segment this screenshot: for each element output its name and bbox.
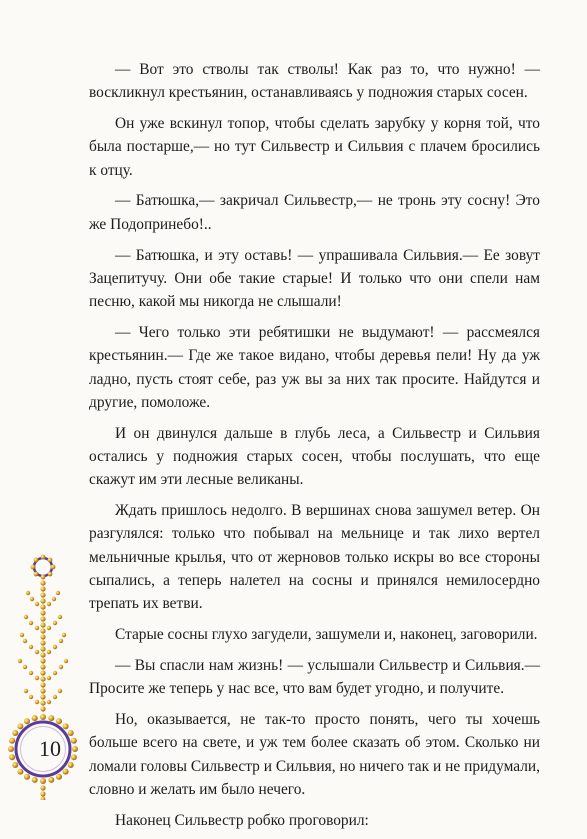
- bead-stem: [40, 580, 45, 711]
- paragraph: — Вот это стволы так стволы! Как раз то, что нужно! — воскликнул крестьянин, останавливаясь у подножия старых сосен.: [89, 61, 540, 102]
- top-bead-ring: [31, 555, 56, 580]
- paragraph: Наконец Сильвестр робко проговорил:: [115, 811, 369, 829]
- paragraph: Старые сосны глухо загудели, зашумели и, наконец, заговорили.: [115, 626, 538, 644]
- bottom-bead-tail: [40, 785, 45, 800]
- paragraph: Но, оказывается, не так-то просто понять, чего ты хочешь больше всего на свете, и уж тем более сказать об этом. Сколько ни ломали головы Сильвестр и Сильвия, но ничего так и не придумали, словно и желать им было нечего.: [89, 710, 540, 798]
- paragraph: Ждать пришлось недолго. В вершинах снова зашумел ветер. Он разгулялся: только что побывал на мельнице и так лихо вертел мельничные крылья, что от жерновов только искры во все стороны сыпались, а теперь налетел на сосны и принялся немилосердно трепать их ветви.: [89, 502, 540, 613]
- paragraph: Он уже вскинул топор, чтобы сделать зарубку у корня той, что была постарше,— но тут Сильвестр и Сильвия с плачем бросились к отцу.: [89, 115, 540, 179]
- paragraph: И он двинулся дальше в глубь леса, а Сильвестр и Сильвия остались у подножия старых сосен, чтобы послушать, что еще скажут им эти лесные великаны.: [89, 424, 540, 489]
- paragraph: — Батюшка, и эту оставь! — упрашивала Сильвия.— Ее зовут Зацепитучу. Они обе такие старые! И только что они спели нам песню, какой мы никогда не слышали!: [89, 246, 540, 311]
- paragraph: — Вы спасли нам жизнь! — услышали Сильвестр и Сильвия.— Просите же теперь у нас все, что вам будет угодно, и получите.: [89, 656, 540, 698]
- page-number: 10: [39, 736, 61, 761]
- page-body-text: [89, 58, 540, 839]
- paragraph: — Чего только эти ребятишки не выдумают! — рассмеялся крестьянин.— Где же такое видано, чтобы деревья пели! Ну да уж ладно, пусть стоят себе, раз уж вы за них так просите. Найдутся и другие, помоложе.: [89, 323, 540, 411]
- paragraph: — Батюшка,— закричал Сильвестр,— не тронь эту сосну! Это же Подопринебо!..: [89, 192, 540, 233]
